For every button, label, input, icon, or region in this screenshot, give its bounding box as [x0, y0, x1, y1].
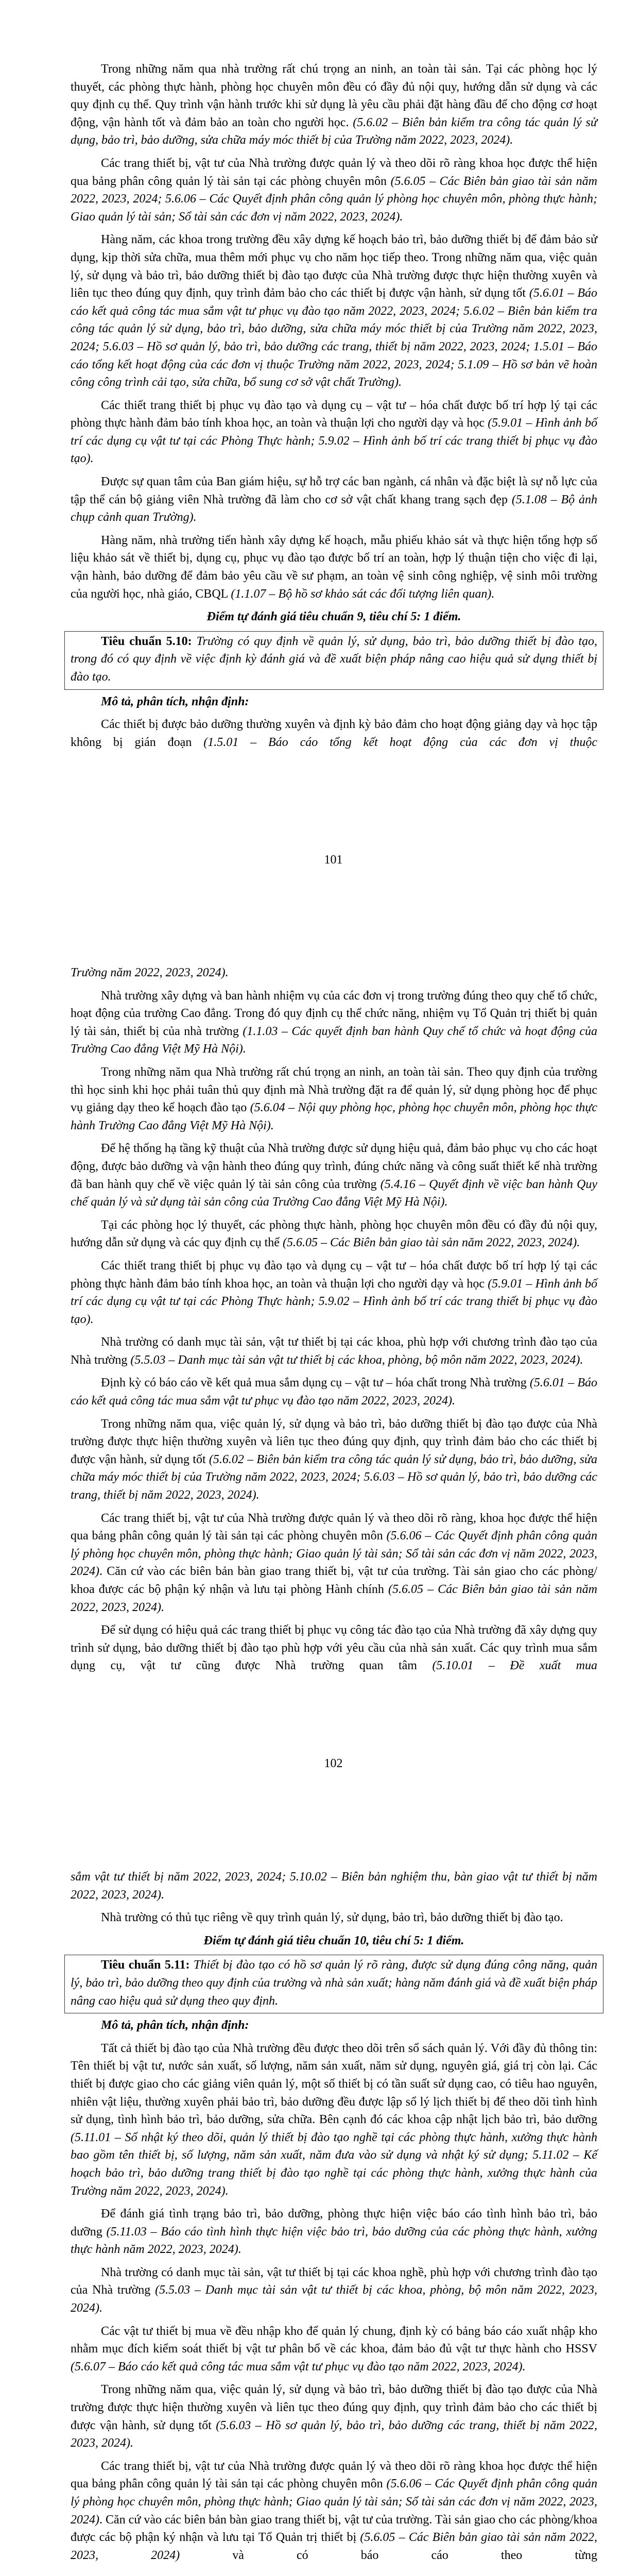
paragraph-text: Trong những năm qua, việc quản lý, sử dụng và bảo trì, bảo dưỡng thiết bị đào tạo được của Nhà trường được thực hiện thường xuyên và liên tục theo đúng quy định, quy trình đảm bảo cho các thiết bị được vận hành, sử dụng tốt	[71, 2383, 597, 2432]
document-page	[0, 904, 639, 1807]
paragraph	[71, 155, 597, 226]
self-assessment-score: Điểm tự đánh giá tiêu chuẩn 10, tiêu chí 5: 1 điểm.	[203, 1934, 464, 1947]
paragraph	[71, 716, 597, 751]
paragraph-text: Các trang thiết bị, vật tư của Nhà trường được quản lý và theo dõi rõ ràng khoa học được thể hiện qua bảng phân công quản lý tài sản tại các phòng chuyên môn	[71, 156, 597, 188]
paragraph-text: Tất cả thiết bị đào tạo của Nhà trường đều được theo dõi trên sổ sách quản lý. Với đầy đủ thông tin: Tên thiết bị vật tư, nước sản xuất, số lượng, năm sản xuất, năm sử dụng, nguyên giá, giá trị còn lại. Các thiết bị được giao cho các giảng viên quản lý, một số thiết bị có tần suất sử dụng cao, có tiêu hao nguyên, nhiên vật liệu, thường xuyên phải bảo trì, bảo dưỡng đều được lập sổ lý lịch thiết bị để theo dõi tình hình sử dụng, tình hình bảo trì, bảo dưỡng, sửa chữa. Bên cạnh đó các khoa cập nhật lịch bảo trì, bảo dưỡng	[71, 2041, 597, 2127]
paragraph-text: Các thiết trang thiết bị phục vụ đào tạo và dụng cụ – vật tư – hóa chất được bố trí hợp lý tại các phòng thực hành đảm bảo tính khoa học, an toàn và thuận lợi cho người dạy và học	[71, 398, 597, 430]
paragraph-text: . Căn cứ vào các biên bản bàn giao trang thiết bị, vật tư của trường. Tài sản giao cho các phòng/ khoa được các bộ phận ký nhận và lưu tại phòng Hành chính	[71, 1565, 597, 1596]
paragraph	[71, 1510, 597, 1617]
section-subheading: Mô tả, phân tích, nhận định:	[101, 2019, 249, 2032]
paragraph-text: Để sử dụng có hiệu quả các trang thiết bị phục vụ công tác đào tạo của Nhà trường đã xây dựng quy trình sử dụng, bảo dưỡng thiết bị đào tạo phù hợp với yêu cầu của nhà sản xuất. Các quy trình mua sắm dụng cụ, vật tư cũng được Nhà trường quan tâm	[71, 1623, 597, 1673]
paragraph	[71, 473, 597, 527]
evidence-reference: sắm vật tư thiết bị năm 2022, 2023, 2024; 5.10.02 – Biên bản nghiệm thu, bàn giao vật tư thiết bị năm 2022, 2023, 2024).	[71, 1870, 597, 1902]
evidence-reference: (5.6.07 – Báo cáo kết quả công tác mua sắm vật tư phục vụ đào tạo năm 2022, 2023, 2024).	[71, 2360, 526, 2374]
paragraph-text: Nhà trường có danh mục tài sản, vật tư thiết bị tại các khoa, phù hợp với chương trình đào tạo của Nhà trường	[71, 1335, 597, 1367]
paragraph	[71, 2323, 597, 2376]
paragraph	[71, 1257, 597, 1328]
document-page	[0, 0, 639, 904]
evidence-reference: (5.9.01 – Hình ảnh bố trí các dụng cụ vật tư tại các Phòng Thực hành; 5.9.02 – Hình ảnh bố trí các trang thiết bị phục vụ đào tạo).	[71, 1277, 597, 1326]
paragraph-text: . Căn cứ vào các biên bản bàn giao trang thiết bị, vật tư của trường. Tài sản giao cho các phòng/khoa được các bộ phận ký nhận và lưu tại Tổ Quản trị thiết bị	[71, 2513, 597, 2545]
evidence-reference: (5.6.06 – Các Quyết định phân công quản lý phòng học chuyên môn, phòng thực hành; Giao quản lý tài sản; Sổ tài sản các đơn vị năm 2022, 2023, 2024)	[71, 2477, 598, 2527]
evidence-reference: (5.11.03 – Báo cáo tình hình thực hiện việc bảo trì, bảo dưỡng của các phòng thực hành, xưởng thực hành năm 2022, 2023, 2024).	[71, 2225, 598, 2257]
paragraph	[71, 1333, 597, 1369]
evidence-reference: (5.6.05 – Các Biên bản giao tài sản năm 2022, 2023, 2024).	[71, 1583, 597, 1614]
evidence-reference: (5.5.03 – Danh mục tài sản vật tư thiết bị các khoa, phòng, bộ môn năm 2022, 2023, 2024).	[71, 2283, 597, 2315]
evidence-reference: (5.1.08 – Bộ ảnh chụp cảnh quan Trường).	[71, 493, 598, 524]
standard-text: Trường có quy định về quản lý, sử dụng, bảo trì, bảo dưỡng thiết bị đào tạo, trong đó có quy định về việc định kỳ đánh giá và đề xuất biện pháp nâng cao hiệu quả sử dụng thiết bị đào tạo.	[71, 634, 597, 684]
paragraph-text: Các trang thiết bị, vật tư của Nhà trường được quản lý và theo dõi rõ ràng, khoa học được thể hiện qua bảng phân công quản lý tài sản tại các phòng chuyên môn	[71, 1511, 597, 1543]
paragraph	[71, 2264, 597, 2317]
page-number	[0, 1755, 639, 1772]
evidence-reference: (5.6.06 – Các Quyết định phân công quản lý phòng học chuyên môn, phòng thực hành; Giao quản lý tài sản; Sổ tài sản các đơn vị năm 2022, 2023, 2024)	[71, 1529, 598, 1579]
paragraph	[71, 1374, 597, 1410]
evidence-reference: (5.6.03 – Hồ sơ quản lý, bảo trì, bảo dưỡng các trang, thiết bị năm 2022, 2023, 2024).	[71, 2418, 597, 2450]
paragraph	[71, 2458, 597, 2565]
paragraph-text: Các thiết trang thiết bị phục vụ đào tạo và dụng cụ – vật tư – hóa chất được bố trí hợp lý tại các phòng thực hành đảm bảo tính khoa học, an toàn và thuận lợi cho người dạy và học	[71, 1259, 597, 1291]
standard-statement	[71, 1956, 597, 2010]
evidence-reference: (1.1.07 – Bộ hồ sơ khảo sát các đối tượng liên quan).	[231, 587, 495, 601]
paragraph-text: Trong những năm qua Nhà trường rất chú trọng an ninh, an toàn tài sản. Theo quy định của trường thì học sinh khi học phải tuân thủ quy định mà Nhà trường đặt ra để quản lý, sử dụng phòng học để phục vụ giảng dạy theo kế hoạch đào tạo	[71, 1065, 597, 1115]
evidence-reference: (5.11.01 – Sổ nhật ký theo dõi, quản lý thiết bị đào tạo nghề tại các phòng thực hành, xưởng thực hành bao gồm tên thiết bị, số lượng, năm sản xuất, năm đưa vào sử dụng và nhật ký sử dụng; 5.11.02 – Kế hoạch bảo trì, bảo dưỡng trang thiết bị đào tạo nghề tại các phòng thực hành, xưởng thực hành của Trường năm 2022, 2023, 2024).	[71, 2130, 597, 2198]
page-number-text: 101	[324, 853, 343, 867]
paragraph	[71, 397, 597, 468]
paragraph	[71, 60, 597, 149]
evidence-reference: (5.6.04 – Nội quy phòng học, phòng học chuyên môn, phòng học thực hành Trường Cao đẳng Việt Mỹ Hà Nội).	[71, 1101, 597, 1132]
self-assessment-score: Điểm tự đánh giá tiêu chuẩn 9, tiêu chí 5: 1 điểm.	[206, 610, 461, 624]
page-content	[71, 1868, 597, 2569]
paragraph	[71, 532, 597, 603]
page-number	[0, 851, 639, 869]
paragraph-text: Các thiết bị được bảo dưỡng thường xuyên và định kỳ bảo đảm cho hoạt động giảng dạy và học tập không bị gián đoạn	[71, 718, 597, 749]
paragraph	[71, 1063, 597, 1134]
section-subheading: Mô tả, phân tích, nhận định:	[101, 694, 249, 708]
paragraph-text: và có báo cáo theo từng	[180, 2548, 597, 2562]
standard-label: Tiêu chuẩn 5.11:	[101, 1958, 190, 1972]
paragraph	[71, 2040, 597, 2200]
evidence-reference: (5.10.01 – Đề xuất mua	[432, 1659, 597, 1673]
document-page	[0, 1808, 639, 2576]
paragraph-text: Để hệ thống hạ tầng kỹ thuật của Nhà trường được sử dụng hiệu quả, đảm bảo phục vụ cho các hoạt động, được bảo dưỡng và vận hành theo đúng quy trình, đúng chức năng và công suất thiết kế nhà trường đã ban hành quy chế về việc quản lý tài sản công của trường	[71, 1142, 597, 1191]
paragraph	[71, 231, 597, 391]
evidence-reference: (5.4.16 – Quyết định về việc ban hành Quy chế quản lý và sử dụng tài sản công của Trường Cao đẳng Việt Mỹ Hà Nội).	[71, 1177, 597, 1209]
evidence-reference: (5.6.01 – Báo cáo kết quả công tác mua sắm vật tư phục vụ đào tạo năm 2022, 2023, 2024).	[71, 1376, 597, 1408]
paragraph-text: Để đánh giá tình trạng bảo trì, bảo dưỡng, phòng thực hiện việc báo cáo tình hình bảo trì, bảo dưỡng	[71, 2207, 597, 2239]
paragraph: Nhà trường có thủ tục riêng về quy trình quản lý, sử dụng, bảo trì, bảo dưỡng thiết bị đào tạo.	[101, 1911, 563, 1925]
standard-label: Tiêu chuẩn 5.10:	[101, 634, 192, 648]
evidence-reference: (5.5.03 – Danh mục tài sản vật tư thiết bị các khoa, phòng, bộ môn năm 2022, 2023, 2024).	[130, 1353, 583, 1367]
paragraph	[71, 2381, 597, 2452]
paragraph	[71, 1415, 597, 1504]
evidence-reference: (5.6.05 – Các Biên bản giao tài sản năm 2022, 2023, 2024)	[71, 2531, 598, 2562]
evidence-reference: (5.9.01 – Hình ảnh bố trí các dụng cụ vật tư tại các Phòng Thực hành; 5.9.02 – Hình ảnh bố trí các trang thiết bị phục vụ đào tạo).	[71, 416, 597, 466]
evidence-reference: (5.6.05 – Các Biên bản giao tài sản năm 2022, 2023, 2024; 5.6.06 – Các Quyết định phân công quản lý phòng học chuyên môn, phòng thực hành; Giao quản lý tài sản; Sổ tài sản các đơn vị năm 2022, 2023, 2024).	[71, 174, 598, 224]
evidence-reference: Trường năm 2022, 2023, 2024).	[71, 966, 229, 979]
paragraph-text: Các vật tư thiết bị mua về đều nhập kho để quản lý chung, định kỳ có bảng báo cáo xuất nhập kho nhằm mục đích kiểm soát thiết bị vật tư phân bổ về các khoa, đảm bảo đủ vật tư thực hành cho HSSV	[71, 2324, 597, 2356]
page-content	[71, 60, 597, 756]
page-content	[71, 964, 597, 1680]
paragraph	[71, 987, 597, 1058]
paragraph	[71, 1621, 597, 1675]
paragraph-text: Trong những năm qua, việc quản lý, sử dụng và bảo trì, bảo dưỡng thiết bị đào tạo được của Nhà trường được thực hiện thường xuyên và liên tục theo đúng quy định, quy trình đảm bảo cho các thiết bị được vận hành, sử dụng tốt	[71, 1417, 597, 1466]
standard-statement	[71, 633, 597, 686]
standard-box	[64, 631, 603, 690]
paragraph	[71, 2205, 597, 2259]
evidence-reference: (1.5.01 – Báo cáo tổng kết hoạt động của các đơn vị thuộc	[203, 735, 597, 749]
paragraph-text: Tại các phòng học lý thuyết, các phòng thực hành, phòng học chuyên môn đều có đầy đủ nội quy, hướng dẫn sử dụng và các quy định cụ thể	[71, 1218, 597, 1250]
paragraph-text: Hàng năm, nhà trường tiến hành xây dựng kế hoạch, mẫu phiếu khảo sát và thực hiện tổng hợp số liệu khảo sát về thiết bị, dụng cụ, phục vụ đào tạo được bố trí an toàn, hợp lý thuận tiện cho việc đi lại, vận hành, bảo dưỡng để đảm bảo yêu cầu về sư phạm, an toàn vệ sinh công nghiệp, vệ sinh môi trường của người học, nhà giáo, CBQL	[71, 533, 597, 601]
paragraph-continuation	[71, 964, 597, 982]
paragraph	[71, 1216, 597, 1252]
paragraph-text: Hàng năm, các khoa trong trường đều xây dựng kế hoạch bảo trì, bảo dưỡng thiết bị để đảm bảo sử dụng, kịp thời sửa chữa, mua thêm mới phục vụ cho năm học tiếp theo. Trong những năm qua, việc quản lý, sử dụng và bảo trì, bảo dưỡng thiết bị đào tạo được của Nhà trường được thực hiện thường xuyên và liên tục theo đúng quy định, quy trình đảm bảo cho các thiết bị được vận hành, sử dụng tốt	[71, 233, 597, 300]
standard-box	[64, 1955, 603, 2013]
paragraph-text: Trong những năm qua nhà trường rất chú trọng an ninh, an toàn tài sản. Tại các phòng học lý thuyết, các phòng thực hành, phòng học chuyên môn đều có đầy đủ nội quy, hướng dẫn sử dụng và các quy định cụ thể. Quy trình vận hành trước khi sử dụng là yêu cầu phải đặt hàng đầu để cho động cơ hoạt động, vận hành tốt và đảm bảo an toàn cho người học.	[71, 62, 597, 129]
evidence-reference: (5.6.02 – Biên bản kiểm tra công tác quản lý sử dụng, bảo trì, bảo dưỡng, sửa chữa máy móc thiết bị của Trường năm 2022, 2023, 2024).	[71, 115, 597, 147]
paragraph-text: Nhà trường xây dựng và ban hành nhiệm vụ của các đơn vị trong trường đúng theo quy chế tổ chức, hoạt động của trường Cao đẳng. Trong đó quy định cụ thể chức năng, nhiệm vụ Tổ Quản trị thiết bị quản lý tài sản, thiết bị của nhà trường	[71, 989, 597, 1038]
paragraph-text: Được sự quan tâm của Ban giám hiệu, sự hỗ trợ các ban ngành, cá nhân và đặc biệt là sự nỗ lực của tập thể cán bộ giảng viên Nhà trường đã làm cho cơ sở vật chất khang trang sạch đẹp	[71, 475, 597, 506]
standard-text: Thiết bị đào tạo có hồ sơ quản lý rõ ràng, được sử dụng đúng công năng, quản lý, bảo trì, bảo dưỡng theo quy định của trường và nhà sản xuất; hàng năm đánh giá và đề xuất biện pháp nâng cao hiệu quả sử dụng theo quy định.	[71, 1958, 598, 2008]
paragraph	[71, 1140, 597, 1211]
evidence-reference: (5.6.01 – Báo cáo kết quả công tác mua sắm vật tư phục vụ đào tạo năm 2022, 2023, 2024; 5.6.02 – Biên bản kiểm tra công tác quản lý sử dụng, bảo trì, bảo dưỡng, sửa chữa máy móc thiết bị của Trường năm 2022, 2023, 2024; 5.6.03 – Hồ sơ quản lý, bảo trì, bảo dưỡng các trang, thiết bị năm 2022, 2023, 2024; 1.5.01 – Báo cáo tổng kết hoạt động của các đơn vị thuộc Trường năm 2022, 2023, 2024; 5.1.09 – Hồ sơ bản vẽ hoàn công công trình cải tạo, sửa chữa, bổ sung cơ sở vật chất Trường).	[71, 286, 597, 389]
paragraph-continuation	[71, 1868, 597, 1904]
page-number-text: 102	[324, 1757, 343, 1770]
evidence-reference: (1.1.03 – Các quyết định ban hành Quy chế tổ chức và hoạt động của Trường Cao đẳng Việt Mỹ Hà Nội).	[71, 1024, 597, 1056]
evidence-reference: (5.6.05 – Các Biên bản giao tài sản năm 2022, 2023, 2024).	[282, 1236, 580, 1250]
evidence-reference: (5.6.02 – Biên bản kiểm tra công tác quản lý sử dụng, bảo trì, bảo dưỡng, sửa chữa máy móc thiết bị của Trường năm 2022, 2023, 2024; 5.6.03 – Hồ sơ quản lý, bảo trì, bảo dưỡng các trang, thiết bị năm 2022, 2023, 2024).	[71, 1452, 598, 1502]
paragraph-text: Nhà trường có danh mục tài sản, vật tư thiết bị tại các khoa nghề, phù hợp với chương trình đào tạo của Nhà trường	[71, 2265, 597, 2297]
paragraph-text: Các trang thiết bị, vật tư của Nhà trường được quản lý và theo dõi rõ ràng khoa học được thể hiện qua bảng phân công quản lý tài sản tại các phòng chuyên môn	[71, 2459, 597, 2491]
paragraph-text: Định kỳ có báo cáo về kết quả mua sắm dụng cụ – vật tư – hóa chất trong Nhà trường	[101, 1376, 530, 1390]
